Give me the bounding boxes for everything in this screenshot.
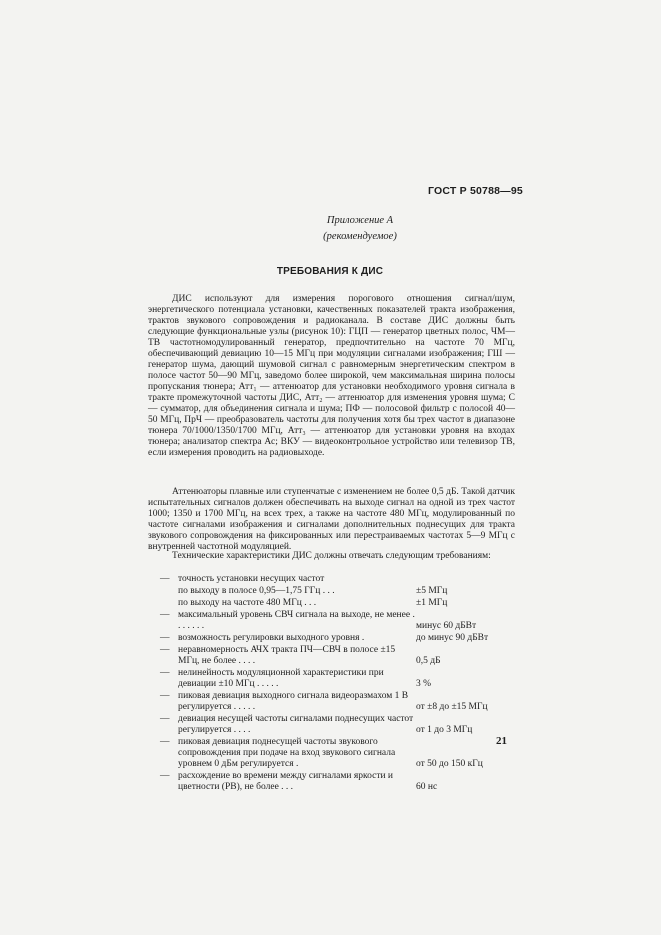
paragraph-3: [148, 551, 515, 562]
spec-item: [160, 633, 515, 644]
spec-dash: —: [160, 737, 170, 747]
spec-dash: —: [160, 771, 170, 781]
spec-value: 60 нс: [416, 782, 438, 792]
spec-dash: —: [160, 610, 170, 620]
spec-text: неравномерность АЧХ тракта ПЧ—СВЧ в полосе ±15 МГц, не более . . . .: [178, 645, 396, 666]
spec-text: нелинейность модуляционной характеристики при девиации ±10 МГц . . . . .: [178, 668, 384, 689]
spec-dash: —: [160, 691, 170, 701]
appendix-label: Приложение А: [326, 215, 394, 226]
spec-list: [160, 574, 515, 794]
spec-item: [160, 574, 515, 585]
spec-text: девиация несущей частоты сигналами поднесущих частот регулируется . . . .: [178, 714, 414, 735]
standard-designation: ГОСТ Р 50788—95: [428, 185, 523, 197]
paragraph-text: Технические характеристики ДИС должны отвечать следующим требованиям:: [172, 551, 491, 561]
spec-item: [160, 610, 515, 632]
spec-value: ±1 МГц: [416, 598, 448, 608]
page-number: 21: [496, 735, 507, 747]
spec-text: по выходу на частоте 480 МГц . . .: [178, 598, 317, 608]
paragraph-2: [148, 487, 515, 553]
spec-text: по выходу в полосе 0,95—1,75 ГГц . . .: [178, 586, 335, 596]
paragraph-text: ДИС используют для измерения порогового отношения сигнал/шум, энергетического потенциала установки, качественных показателей тракта изображения, трактов звукового сопровождения и радиоканала. В составе ДИС должны быть следующие функциональные узлы (рисунок 10): ГЦП — генератор цветных полос, ЧМ—ТВ частотномодулированный генератор, предпочтительно на частоте 70 МГц, обеспечивающий девиацию 10—15 МГц при модуляции сигналами изображения; ГШ — генератор шума, дающий шумовой сигнал с равномерным энергетическим спектром в полосе частот 50—90 МГц, заведомо более широкой, чем максимальная ширина полосы пропускания тюнера; Атт₁ — аттенюатор для установки необходимого уровня сигнала в тракте промежуточной частоты ДИС, Атт₂ — аттенюатор для изменения уровня шума; С — сумматор, для объединения сигнала и шума; ПФ — полосовой фильтр с полосой 40—50 МГц, ПрЧ — преобразователь частоты для получения хотя бы трех частот в диапазоне тюнера 70/1000/1350/1700 МГц, Атт₃ — аттенюатор для установки уровня на входах тюнера; анализатор спектра Ас; ВКУ — видеоконтрольное устройство или телевизор ТВ, если измерения проводить на радиовыходе.: [148, 294, 515, 458]
spec-item: [160, 714, 515, 736]
spec-item: [160, 586, 515, 597]
spec-text: максимальный уровень СВЧ сигнала на выходе, не менее . . . . . . .: [178, 610, 415, 631]
spec-dash: —: [160, 574, 170, 584]
spec-text: точность установки несущих частот: [178, 574, 325, 584]
spec-item: [160, 645, 515, 667]
spec-text: пиковая девиация поднесущей частоты звукового сопровождения при подаче на вход звукового сигнала уровнем 0 дБм регулируется .: [178, 737, 396, 769]
spec-item: [160, 737, 515, 770]
spec-value: от ±8 до ±15 МГц: [416, 702, 488, 712]
paragraph-1: [148, 294, 515, 459]
spec-value: до минус 90 дБВт: [416, 633, 489, 643]
spec-value: от 1 до 3 МГц: [416, 725, 473, 735]
spec-text: расхождение во времени между сигналами яркости и цветности (РВ), не более . . .: [178, 771, 394, 792]
spec-value: от 50 до 150 кГц: [416, 759, 483, 769]
spec-item: [160, 668, 515, 690]
spec-value: ±5 МГц: [416, 586, 448, 596]
appendix-note: (рекомендуемое): [323, 231, 397, 242]
paragraph-text: Аттенюаторы плавные или ступенчатые с изменением не более 0,5 дБ. Такой датчик испытательных сигналов должен обеспечивать на выходе сигнал на одной из трех частот 1000; 1350 и 1700 МГц, на всех трех, а также на частоте 480 МГц, модулированный по частоте сигналами изображения и сигналами дополнительных поднесущих для тракта звукового сопровождения на фиксированных или перестраиваемых частотах 5—9 МГц с внутренней частотной модуляцией.: [148, 487, 515, 552]
spec-dash: —: [160, 668, 170, 678]
spec-item: [160, 771, 515, 793]
spec-dash: —: [160, 714, 170, 724]
appendix-heading: [300, 213, 420, 245]
spec-value: 3 %: [416, 679, 432, 689]
spec-text: пиковая девиация выходного сигнала видеоразмахом 1 В регулируется . . . . .: [178, 691, 409, 712]
spec-value: минус 60 дБВт: [416, 621, 477, 631]
spec-value: 0,5 дБ: [416, 656, 441, 666]
spec-dash: —: [160, 645, 170, 655]
spec-item: [160, 598, 515, 609]
spec-dash: —: [160, 633, 170, 643]
spec-item: [160, 691, 515, 713]
spec-text: возможность регулировки выходного уровня .: [178, 633, 365, 643]
section-title: ТРЕБОВАНИЯ К ДИС: [276, 266, 384, 277]
